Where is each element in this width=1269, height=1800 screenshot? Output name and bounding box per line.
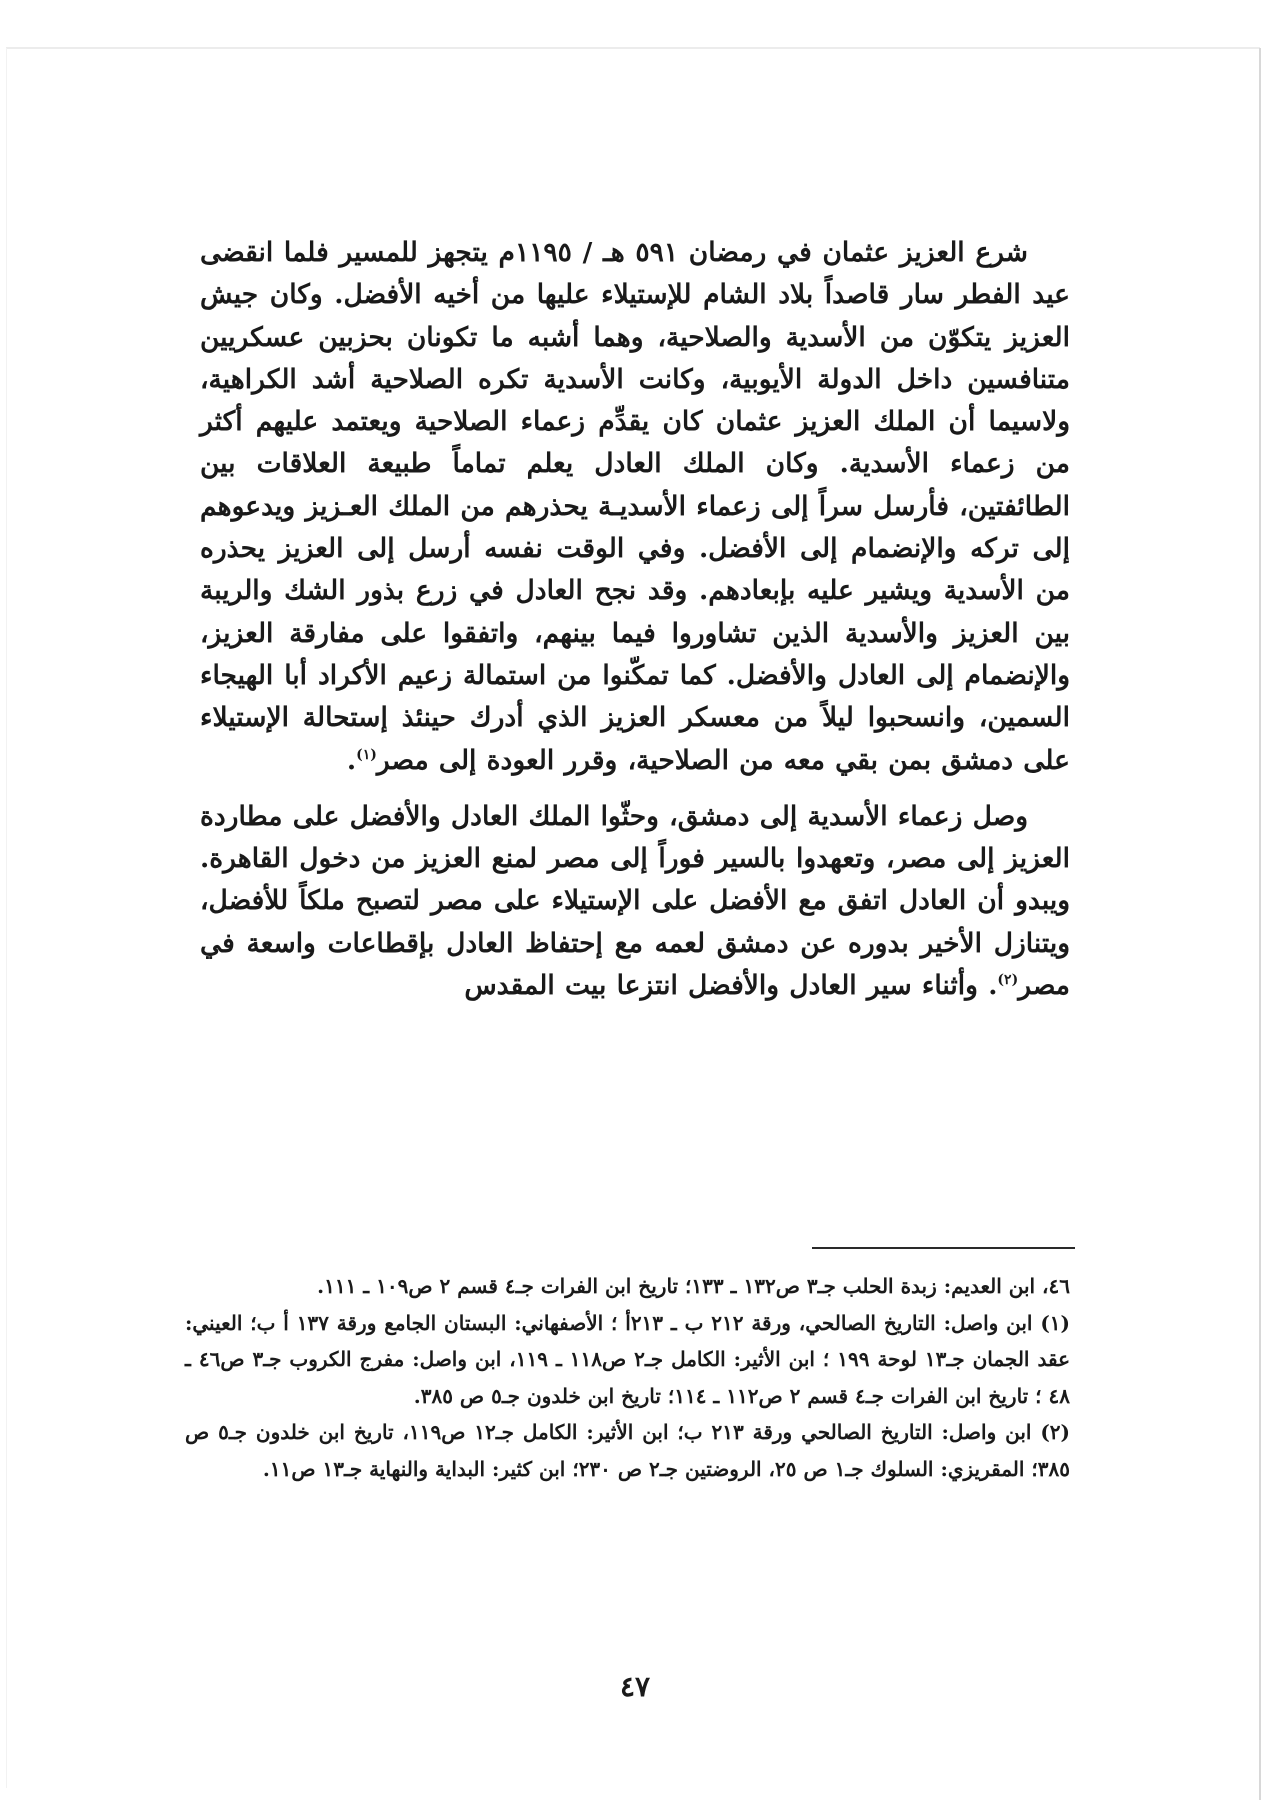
paragraph-text: وصل زعماء الأسدية إلى دمشق، وحثّوا الملك العادل والأفضل على مطاردة العزيز إلى مصر، وتعهدوا بالسير فوراً إلى مصر لمنع العزيز من دخول القاهرة. ويبدو أن العادل اتفق مع الأفضل على الإستيلاء على مصر لتصبح ملكاً للأفضل، ويتنازل الأخير بدوره عن دمشق لعمه مع إحتفاظ العادل بإقطاعات واسعة في مصر — [200, 800, 1070, 1002]
footnote-item: (١) ابن واصل: التاريخ الصالحي، ورقة ٢١٢ ب ـ ٢١٣أ ؛ الأصفهاني: البستان الجامع ورقة ١٣٧ أ ب؛ العيني: عقد الجمان جـ١٣ لوحة ١٩٩ ؛ ابن الأثير: الكامل جـ٢ ص١١٨ ـ ١١٩، ابن واصل: مفرج الكروب جـ٣ ص٤٦ ـ ٤٨ ؛ تاريخ ابن الفرات جـ٤ قسم ٢ ص١١٢ ـ ١١٤؛ تاريخ ابن خلدون جـ٥ ص ٣٨٥. — [185, 1310, 1070, 1408]
main-text — [200, 232, 1070, 1007]
paragraph — [200, 232, 1070, 782]
scan-edge-left — [6, 48, 7, 1788]
footnote-divider — [812, 1247, 1075, 1249]
scan-edge-top — [6, 47, 1260, 49]
footnotes — [185, 1268, 1070, 1487]
page-body — [200, 232, 1070, 1007]
footnote-reference[interactable]: (١) — [356, 746, 377, 763]
footnote-reference[interactable]: (٢) — [997, 972, 1019, 989]
scan-edge-right — [1259, 48, 1261, 1800]
paragraph-trailing-text: . وأثناء سير العادل والأفضل انتزعا بيت المقدس — [464, 970, 998, 1002]
paragraph-trailing-text: . — [346, 744, 357, 776]
page-number: ٤٧ — [619, 1670, 651, 1703]
footnote-item: ٤٦، ابن العديم: زبدة الحلب جـ٣ ص١٣٢ ـ ١٣٣؛ تاريخ ابن الفرات جـ٤ قسم ٢ ص١٠٩ ـ ١١١. — [317, 1274, 1070, 1298]
paragraph-text: شرع العزيز عثمان في رمضان ٥٩١ هـ / ١١٩٥م يتجهز للمسير فلما انقضى عيد الفطر سار قاصداً بلاد الشام للإستيلاء عليها من أخيه الأفضل. وكان جيش العزيز يتكوّن من الأسدية والصلاحية، وهما أشبه ما تكونان بحزبين عسكريين متنافسين داخل الدولة الأيوبية، وكانت الأسدية تكره الصلاحية أشد الكراهية، ولاسيما أن الملك العزيز عثمان كان يقدِّم زعماء الصلاحية ويعتمد عليهم أكثر من زعماء الأسدية. وكان الملك العادل يعلم تماماً طبيعة العلاقات بين الطائفتين، فأرسل سراً إلى زعماء الأسديـة يحذرهم من الملك العـزيز ويدعوهم إلى تركه والإنضمام إلى الأفضل. وفي الوقت نفسه أرسل إلى العزيز يحذره من الأسدية ويشير عليه بإبعادهم. وقد نجح العادل في زرع بذور الشك والريبة بين العزيز والأسدية الذين تشاوروا فيما بينهم، واتفقوا على مفارقة العزيز، والإنضمام إلى العادل والأفضل. كما تمكّنوا من استمالة زعيم الأكراد أبا الهيجاء السمين، وانسحبوا ليلاً من معسكر العزيز الذي أدرك حينئذ إستحالة الإستيلاء على دمشق بمن بقي معه من الصلاحية، وقرر العودة إلى مصر — [200, 237, 1070, 776]
footnote-item: (٢) ابن واصل: التاريخ الصالحي ورقة ٢١٣ ب؛ ابن الأثير: الكامل جـ١٢ ص١١٩، تاريخ ابن خلدون جـ٥ ص ٣٨٥؛ المقريزي: السلوك جـ١ ص ٢٥، الروضتين جـ٢ ص ٢٣٠؛ ابن كثير: البداية والنهاية جـ١٣ ص١١. — [185, 1420, 1071, 1481]
paragraph — [200, 796, 1070, 1007]
